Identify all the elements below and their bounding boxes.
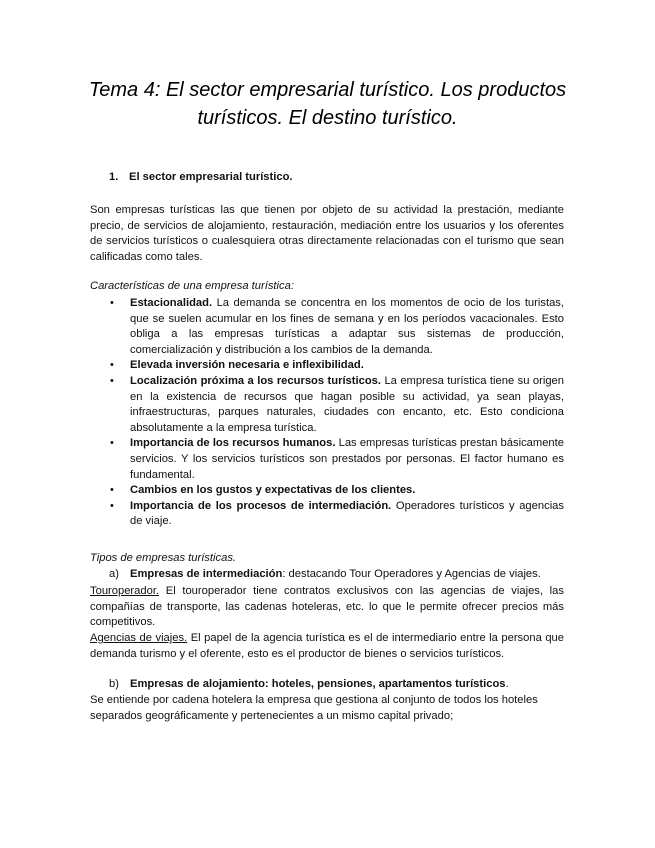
agencias-paragraph xyxy=(90,631,564,662)
subsection-text: : destacando Tour Operadores y Agencias de viajes. xyxy=(282,568,541,580)
list-item-text: La demanda se concentra en los momentos de ocio de los turistas, que se suelen acumular en los fines de semana y en los períodos vacacionales. Esto obliga a las empresas turísticas a adaptar sus sistemas de producción, comercialización y distribución a los cambios de la demanda. xyxy=(130,297,564,356)
characteristics-heading: Características de una empresa turística: xyxy=(90,280,294,292)
touroperador-label: Touroperador. xyxy=(90,585,160,597)
touroperador-text: El touroperador tiene contratos exclusivos con las agencias de viajes, las compañías de transporte, las cadenas hoteleras, etc. lo que le permite ofrecer precios más competitivos. xyxy=(90,585,564,629)
page-title: Tema 4: El sector empresarial turístico. Los productos turísticos. El destino turístico. xyxy=(88,79,567,129)
list-item-term: Elevada inversión necesaria e inflexibilidad. xyxy=(130,359,364,372)
list-item-term: Localización próxima a los recursos turísticos. xyxy=(130,374,381,387)
subsection-letter: a) xyxy=(109,568,119,580)
agencias-label: Agencias de viajes. xyxy=(90,632,188,644)
intro-paragraph: Son empresas turísticas las que tienen por objeto de su actividad la prestación, mediante precio, de servicios de alojamiento, restauración, mediación entre los usuarios y los oferentes de servicios turísticos o cualesquiera otras directamente relacionadas con el turismo que sean calificadas como tales. xyxy=(90,204,564,263)
bullet-icon: • xyxy=(110,499,114,512)
section-heading-text: El sector empresarial turístico. xyxy=(129,171,293,183)
touroperador-paragraph xyxy=(90,584,564,631)
list-item-term: Estacionalidad. xyxy=(130,297,213,309)
bullet-icon: • xyxy=(110,297,114,309)
subsection-term: Empresas de intermediación xyxy=(130,568,283,580)
list-item-term: Cambios en los gustos y expectativas de los clientes. xyxy=(130,484,416,497)
list-item-text: La empresa turística tiene su origen en la existencia de recursos que hagan posible su actividad, ya sean playas, infraestructuras, parques naturales, ciudades con encanto, etc. Esto condiciona absolutamente a la empresa turística. xyxy=(130,374,564,434)
list-item-text: Operadores turísticos y agencias de viaje. xyxy=(130,499,564,528)
list-item-term: Importancia de los procesos de intermediación. xyxy=(130,499,392,512)
subsection-term: Empresas de alojamiento: hoteles, pensiones, apartamentos turísticos xyxy=(130,678,506,690)
subsection-b xyxy=(109,678,509,690)
list-item xyxy=(90,483,564,499)
subsection-letter: b) xyxy=(109,678,119,690)
list-item xyxy=(90,436,564,483)
bullet-icon: • xyxy=(110,374,114,387)
section-heading xyxy=(109,171,293,183)
agencias-text: El papel de la agencia turística es el de intermediario entre la persona que demanda turismo y el oferente, esto es el productor de bienes o servicios turísticos. xyxy=(90,632,564,660)
list-item xyxy=(90,374,564,436)
bullet-icon: • xyxy=(110,484,114,497)
section-number: 1. xyxy=(109,171,119,183)
list-item xyxy=(90,499,564,530)
subsection-a xyxy=(109,568,541,580)
list-item-term: Importancia de los recursos humanos. xyxy=(130,437,336,450)
cadena-paragraph: Se entiende por cadena hotelera la empresa que gestiona al conjunto de todos los hoteles separados geográficamente y pertenecientes a un mismo capital privado; xyxy=(90,694,538,722)
bullet-icon: • xyxy=(110,359,114,372)
list-item xyxy=(90,296,564,358)
characteristics-list xyxy=(90,296,564,530)
subsection-text: . xyxy=(505,678,509,690)
bullet-icon: • xyxy=(110,437,114,450)
list-item-text: Las empresas turísticas prestan básicamente servicios. Y los servicios turísticos son prestados por personas. El factor humano es fundamental. xyxy=(130,437,564,481)
list-item xyxy=(90,358,564,374)
types-heading: Tipos de empresas turísticas. xyxy=(90,552,237,564)
